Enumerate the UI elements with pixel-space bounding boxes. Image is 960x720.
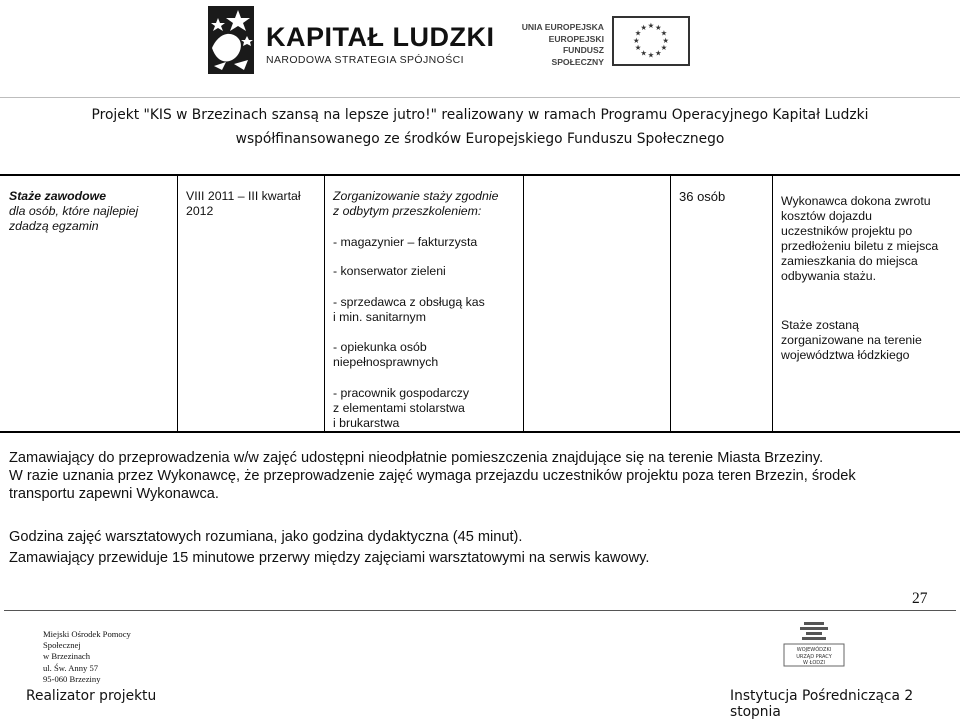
stamp-line3: W ŁODZI <box>802 660 826 666</box>
svg-text:★: ★ <box>640 48 647 58</box>
reimbursement-note <box>781 194 938 284</box>
scope-item-cashier <box>333 295 485 325</box>
cell-line: zdadzą egzamin <box>9 219 99 233</box>
svg-text:★: ★ <box>647 50 655 60</box>
eu-logo-text <box>512 22 604 68</box>
location-note <box>781 318 922 363</box>
cell-line: i min. sanitarnym <box>333 310 426 324</box>
address-line: Społecznej <box>43 640 81 651</box>
cell-line: dla osób, które najlepiej <box>9 204 139 218</box>
svg-text:★: ★ <box>662 35 670 45</box>
address-line: Miejski Ośrodek Pomocy <box>43 629 131 639</box>
period-cell <box>186 189 301 219</box>
cell-line: VIII 2011 – III kwartał <box>186 189 301 203</box>
table-col-divider <box>177 174 178 433</box>
cell-line: - sprzedawca z obsługą kas <box>333 295 485 309</box>
address-line: 95-060 Brzeziny <box>43 673 101 684</box>
svg-text:★: ★ <box>660 43 668 53</box>
svg-text:★: ★ <box>655 22 662 32</box>
table-col-divider <box>772 174 773 433</box>
address-line: w Brzezinach <box>43 651 91 662</box>
organizer-address <box>43 629 131 685</box>
cell-line: województwa łódzkiego <box>781 348 910 362</box>
cell-line: Staże zawodowe <box>9 189 107 203</box>
page-number: 27 <box>912 590 928 607</box>
eu-logo-line3: FUNDUSZ SPOŁECZNY <box>551 45 604 67</box>
eu-logo-line2: EUROPEJSKI <box>548 33 604 44</box>
svg-text:★: ★ <box>634 28 642 38</box>
project-title-line1: Projekt "KIS w Brzezinach szansą na lepsze jutro!" realizowany w ramach Programu Operacyjnego Kapitał Ludzki <box>91 107 869 123</box>
scope-item-gardener: - konserwator zieleni <box>333 264 446 278</box>
scope-intro <box>333 189 498 219</box>
table-top-border <box>0 174 960 176</box>
stamp-line2: URZĄD PRACY <box>796 654 832 660</box>
table-col-divider <box>523 174 524 433</box>
svg-text:★: ★ <box>634 43 642 53</box>
footer-organizer-label: Realizator projektu <box>26 688 157 704</box>
cell-line: odbywania stażu. <box>781 269 877 283</box>
transport-paragraph <box>9 467 949 503</box>
footer-institution-label: Instytucja Pośrednicząca 2 stopnia <box>730 688 914 720</box>
cell-line: zorganizowane na terenie <box>781 333 922 347</box>
svg-text:★: ★ <box>655 48 662 58</box>
cell-line: - pracownik gospodarczy <box>333 386 470 400</box>
table-col-divider <box>670 174 671 433</box>
wup-lodz-logo-icon <box>780 618 848 670</box>
cell-line: z odbytym przeszkoleniem: <box>333 204 482 218</box>
internship-title-cell <box>9 189 138 234</box>
scope-item-warehouse: - magazynier – fakturzysta <box>333 235 478 249</box>
participants-count-cell: 36 osób <box>679 189 726 204</box>
cell-line: uczestników projektu po <box>781 224 913 238</box>
paragraph-line: transportu zapewni Wykonawca. <box>9 486 219 502</box>
cell-line: przedłożeniu biletu z miejsca <box>781 239 939 253</box>
cell-line: z elementami stolarstwa <box>333 401 465 415</box>
table-col-divider <box>324 174 325 433</box>
cell-line: zamieszkania do miejsca <box>781 254 918 268</box>
eu-logo <box>512 16 682 68</box>
cell-line: Wykonawca dokona zwrotu <box>781 194 931 208</box>
cell-line: - opiekunka osób <box>333 340 427 354</box>
project-title-line2: współfinansowanego ze środków Europejskiego Funduszu Społecznego <box>235 131 725 147</box>
header-divider <box>0 97 960 98</box>
address-line: ul. Św. Anny 57 <box>43 662 99 673</box>
cell-line: i brukarstwa <box>333 416 400 430</box>
svg-text:★: ★ <box>632 35 640 45</box>
cell-line: Staże zostaną <box>781 318 859 332</box>
cell-line: Zorganizowanie staży zgodnie <box>333 189 499 203</box>
kapital-ludzki-title: KAPITAŁ LUDZKI <box>266 22 495 52</box>
hour-definition-paragraph: Godzina zajęć warsztatowych rozumiana, jako godzina dydaktyczna (45 minut). <box>9 529 523 545</box>
svg-text:★: ★ <box>640 22 647 32</box>
eu-logo-line1: UNIA EUROPEJSKA <box>521 22 604 32</box>
premises-paragraph: Zamawiający do przeprowadzenia w/w zajęć udostępni nieodpłatnie pomieszczenia znajdujące się na terenie Miasta Brzeziny. <box>9 450 824 466</box>
scope-item-caregiver <box>333 340 438 370</box>
cell-line: kosztów dojazdu <box>781 209 872 223</box>
svg-text:★: ★ <box>647 21 655 31</box>
scope-item-maintenance <box>333 386 469 431</box>
stamp-line1: WOJEWÓDZKI <box>796 647 832 653</box>
svg-text:★: ★ <box>660 28 668 38</box>
coffee-break-paragraph: Zamawiający przewiduje 15 minutowe przerwy między zajęciami warsztatowymi na serwis kawowy. <box>9 550 650 566</box>
cell-line: niepełnosprawnych <box>333 355 439 369</box>
cell-line: 2012 <box>186 204 214 218</box>
table-bottom-border <box>0 431 960 433</box>
eu-flag-icon <box>612 16 690 66</box>
kapital-ludzki-emblem-icon <box>204 4 256 74</box>
footer-divider <box>4 610 956 611</box>
kapital-ludzki-subtitle: NARODOWA STRATEGIA SPÓJNOŚCI <box>266 54 464 66</box>
paragraph-line: W razie uznania przez Wykonawcę, że przeprowadzenie zajęć wymaga przejazdu uczestników projektu poza teren Brzezin, środek <box>9 468 856 484</box>
